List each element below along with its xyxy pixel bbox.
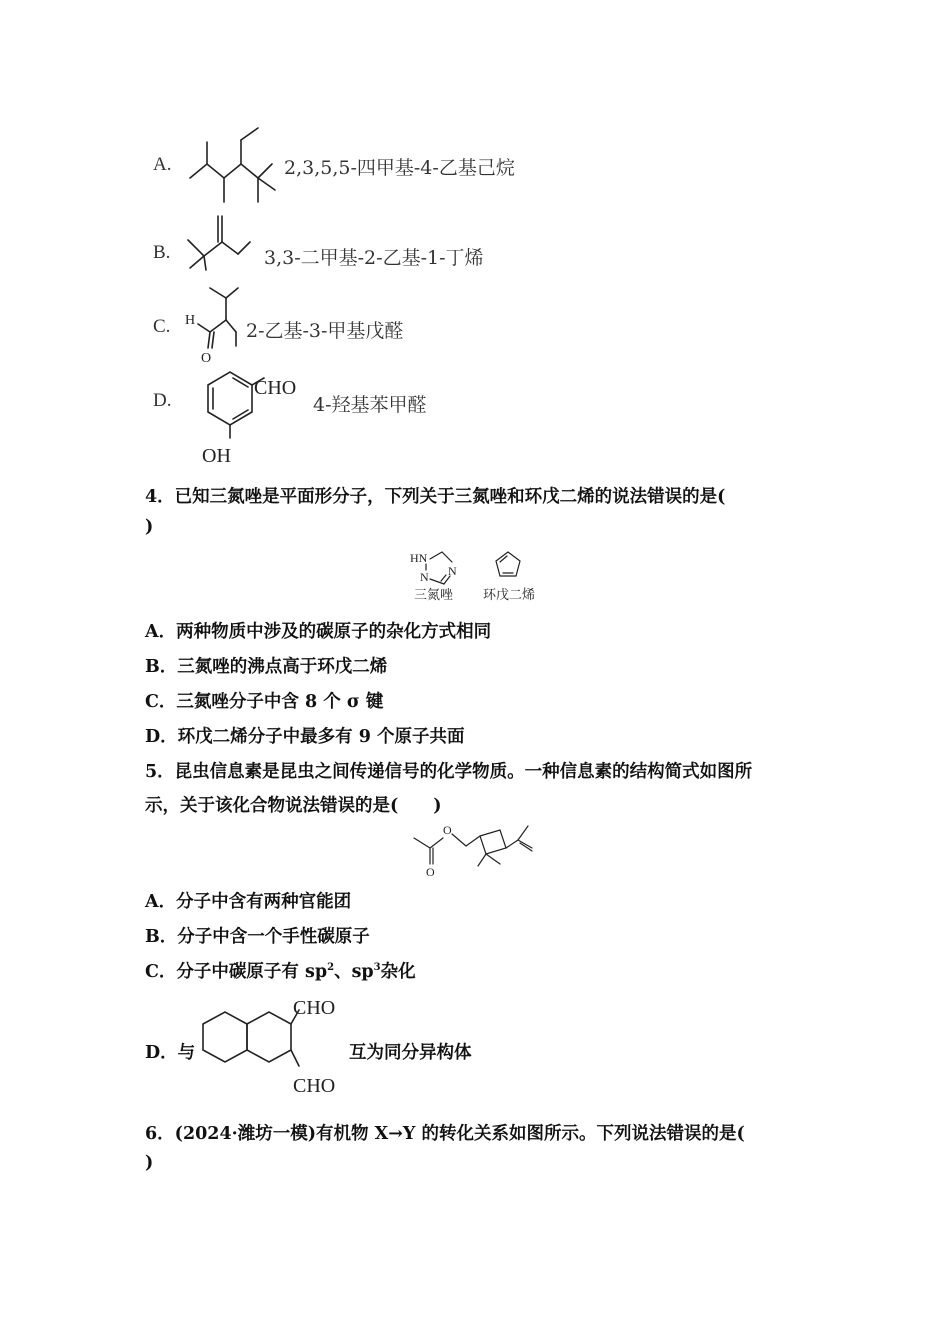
option-d-structure — [180, 370, 310, 465]
q5-option-b: B．分子中含一个手性碳原子 — [145, 927, 370, 947]
option-b-letter: B. — [153, 242, 171, 263]
cho-label: CHO — [254, 377, 297, 399]
option-c-structure — [180, 282, 250, 368]
oh-label: OH — [202, 445, 231, 467]
option-c-letter: C. — [153, 316, 171, 337]
triazole-caption: 三氮唑 — [414, 588, 454, 603]
q4-option-d: D．环戊二烯分子中最多有 9 个原子共面 — [145, 727, 465, 747]
q5-figure — [410, 818, 540, 880]
option-d-letter: D. — [153, 390, 172, 411]
q4-figure — [408, 548, 548, 606]
option-c-name: 2-乙基-3-甲基戊醛 — [246, 320, 404, 342]
q4-option-b: B．三氮唑的沸点高于环戊二烯 — [145, 657, 388, 677]
option-d-name: 4-羟基苯甲醛 — [313, 394, 427, 416]
cho-top-label: CHO — [293, 997, 336, 1019]
triazole-hn-label: HN — [410, 551, 428, 565]
ester-o-label: O — [443, 823, 452, 837]
cyclopentadiene-caption: 环戊二烯 — [483, 588, 536, 603]
option-b-structure — [180, 208, 260, 278]
q5-option-d-structure — [195, 992, 355, 1096]
q5-option-d-suffix: 互为同分异构体 — [349, 1043, 472, 1063]
aldehyde-o-label: O — [201, 351, 212, 366]
q5-option-a: A．分子中含有两种官能团 — [145, 892, 352, 912]
q6-stem-line2: ) — [145, 1153, 154, 1173]
q4-stem-line2: ) — [145, 517, 154, 537]
option-a-structure — [180, 120, 280, 210]
option-a-letter: A. — [153, 154, 172, 175]
q4-stem-line1: 4．已知三氮唑是平面形分子，下列关于三氮唑和环戊二烯的说法错误的是( — [145, 487, 726, 507]
q5-stem-line2: 示，关于该化合物说法错误的是( ) — [145, 796, 442, 816]
option-a-name: 2,3,5,5-四甲基-4-乙基己烷 — [284, 157, 515, 179]
aldehyde-h-label: H — [185, 313, 196, 328]
q5-option-c: C．分子中碳原子有 $sp^2$、$sp^3$杂化 — [145, 962, 416, 982]
q4-option-a: A．两种物质中涉及的碳原子的杂化方式相同 — [145, 622, 492, 642]
cho-bottom-label: CHO — [293, 1075, 336, 1097]
q5-option-d-prefix: D．与 — [145, 1043, 196, 1063]
q5-stem-line1: 5．昆虫信息素是昆虫之间传递信号的化学物质。一种信息素的结构简式如图所 — [145, 762, 753, 782]
option-b-name: 3,3-二甲基-2-乙基-1-丁烯 — [264, 247, 484, 269]
q4-option-c: C．三氮唑分子中含 8 个 σ 键 — [145, 692, 384, 712]
triazole-n1-label: N — [420, 570, 429, 584]
q6-stem-line1: 6．(2024·潍坊一模)有机物 X→Y 的转化关系如图所示。下列说法错误的是( — [145, 1124, 745, 1144]
triazole-n2-label: N — [448, 564, 457, 578]
carbonyl-o-label: O — [426, 865, 435, 879]
